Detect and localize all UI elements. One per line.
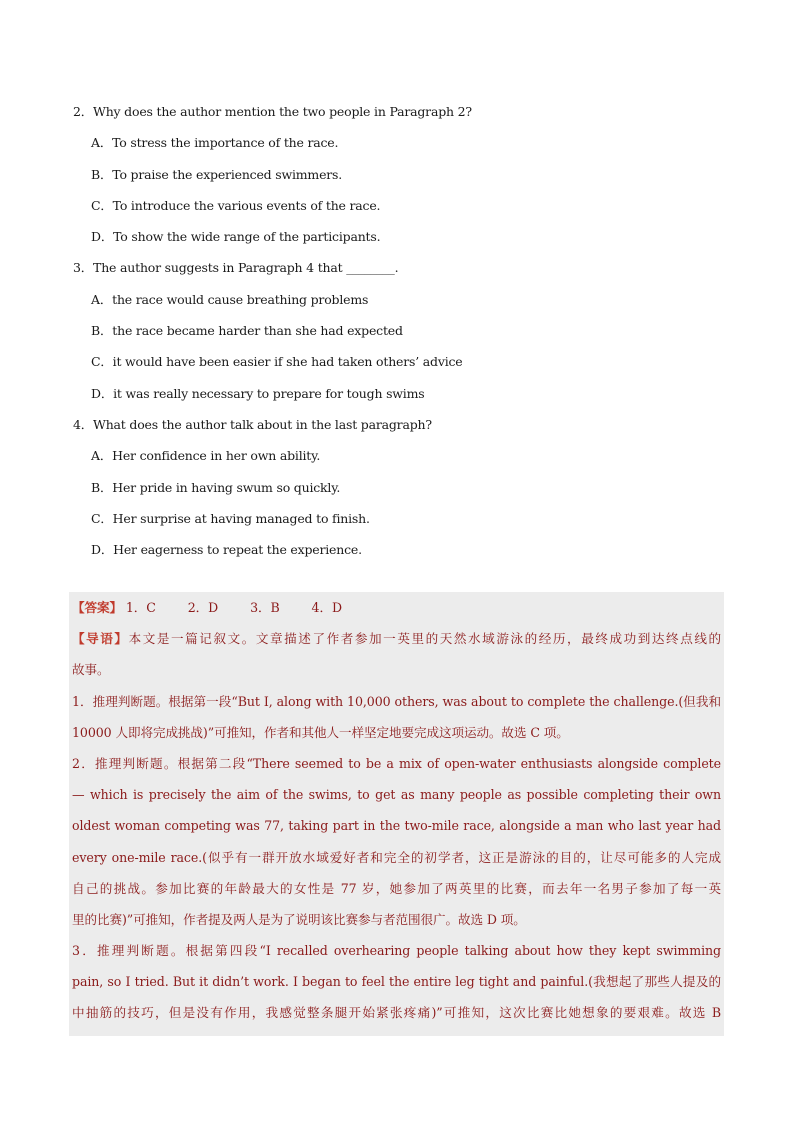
explanation-line: pain, so I tried. But it didn’t work. I began to feel the entire leg tight and painful.(我想起了那些人提及的 <box>72 974 721 990</box>
option-a: A．the race would cause breathing problems <box>91 291 369 307</box>
explanation-line: 2．推理判断题。根据第二段“There seemed to be a mix of open-water enthusiasts alongside complete <box>72 755 721 771</box>
option-d: D．To show the wide range of the participants. <box>91 229 381 245</box>
answer-tag: 【答案】 <box>72 600 122 615</box>
option-b: B．Her pride in having swum so quickly. <box>91 479 341 495</box>
explanation-line: every one-mile race.(似乎有一群开放水域爱好者和完全的初学者，这正是游泳的目的，让尽可能多的人完成 <box>72 849 721 865</box>
option-c: C．Her surprise at having managed to finish. <box>91 510 370 526</box>
guide-line <box>72 623 721 654</box>
question-stem: 2．Why does the author mention the two people in Paragraph 2? <box>73 104 472 119</box>
explanation-line: 3．推理判断题。根据第四段“I recalled overhearing people talking about how they kept swimming <box>72 943 721 959</box>
explanation-line: oldest woman competing was 77, taking part in the two-mile race, alongside a man who last year had <box>72 818 721 834</box>
answer-explanation-box <box>69 592 724 1036</box>
answer-item: 2．D <box>187 600 219 615</box>
explanation-line: 10000 人即将完成挑战)”可推知，作者和其他人一样坚定地要完成这项运动。故选 C 项。 <box>72 724 569 740</box>
answer-item: 1．C <box>125 600 156 615</box>
explanation-line: 1．推理判断题。根据第一段“But I, along with 10,000 others, was about to complete the challenge.(但我和 <box>72 693 721 709</box>
option-c: C．To introduce the various events of the race. <box>91 197 381 213</box>
explanation-text: 本文是一篇记叙文。文章描述了作者参加一英里的天然水域游泳的经历，最终成功到达终点线的 <box>128 631 721 647</box>
question-stem: 4．What does the author talk about in the last paragraph? <box>73 416 432 432</box>
option-c: C．it would have been easier if she had taken others’ advice <box>91 354 463 370</box>
explanation-line: 中抽筋的技巧，但是没有作用，我感觉整条腿开始紧张疼痛)”可推知，这次比赛比她想象的要艰难。故选 B <box>72 1005 721 1021</box>
explanation-line: 故事。 <box>72 662 110 678</box>
answer-item: 4．D <box>311 600 342 615</box>
explanation-line: — which is precisely the aim of the swims, to get as many people as possible completing their own <box>72 787 721 803</box>
question-3 <box>73 252 723 408</box>
question-list <box>73 96 723 565</box>
option-a: A．To stress the importance of the race. <box>91 135 339 151</box>
option-b: B．the race became harder than she had expected <box>91 323 403 339</box>
guide-tag: 【导语】 <box>72 631 129 647</box>
explanation-line: 自己的挑战。参加比赛的年龄最大的女性是 77 岁，她参加了两英里的比赛，而去年一名男子参加了每一英 <box>72 880 721 896</box>
answer-key-line <box>72 592 721 623</box>
option-d: D．it was really necessary to prepare for tough swims <box>91 385 425 401</box>
option-a: A．Her confidence in her own ability. <box>91 448 321 464</box>
option-b: B．To praise the experienced swimmers. <box>91 166 343 182</box>
option-d: D．Her eagerness to repeat the experience. <box>91 542 362 558</box>
answer-item: 3．B <box>250 600 280 615</box>
explanation-line: 里的比赛)”可推知，作者提及两人是为了说明该比赛参与者范围很广。故选 D 项。 <box>72 911 526 927</box>
question-2 <box>73 96 723 252</box>
question-4 <box>73 409 723 565</box>
question-stem: 3．The author suggests in Paragraph 4 that ________. <box>73 260 399 276</box>
